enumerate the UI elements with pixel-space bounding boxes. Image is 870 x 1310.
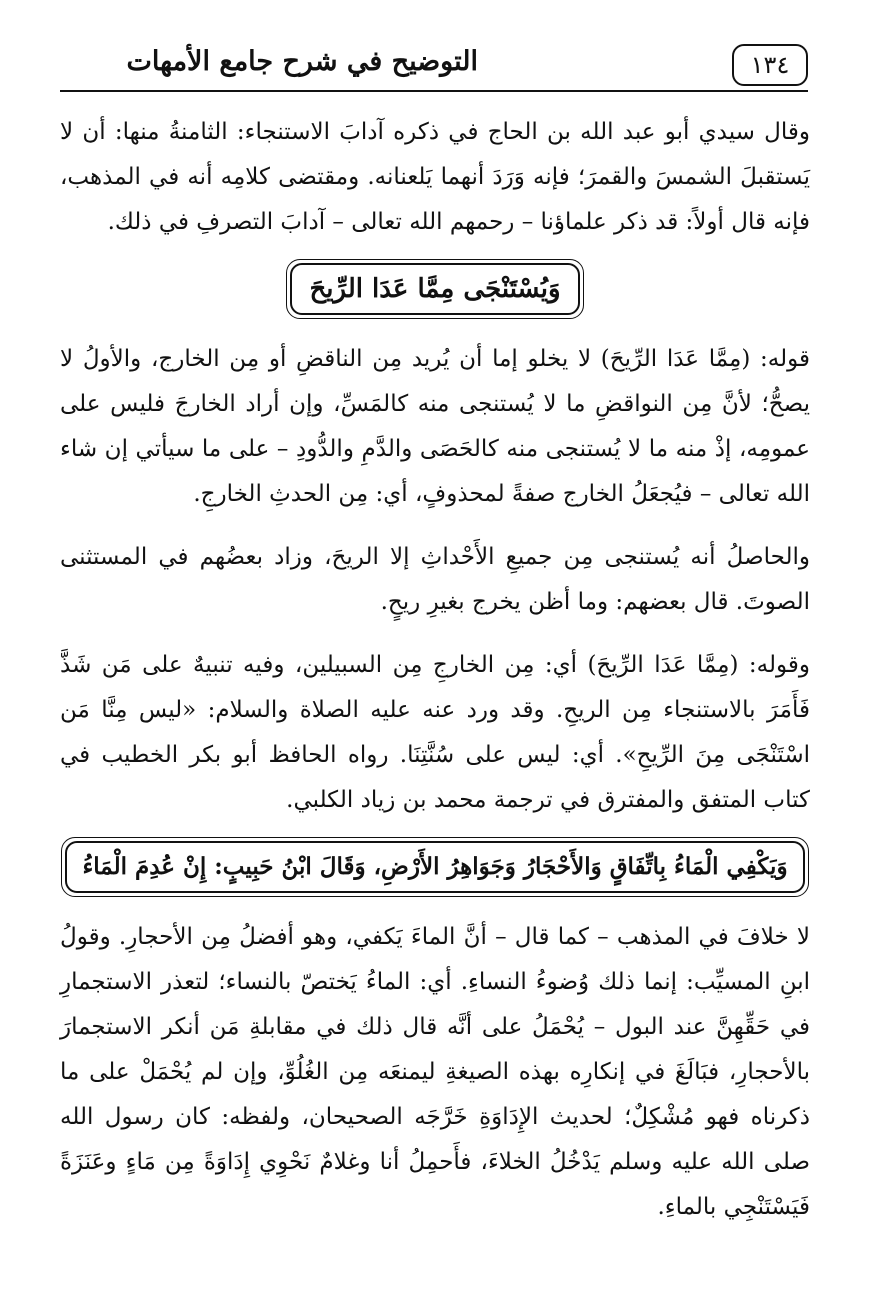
page-body — [60, 110, 810, 1246]
section-heading-1: وَيُسْتَنْجَى مِمَّا عَدَا الرِّيحَ — [290, 263, 580, 315]
paragraph-2: قوله: (مِمَّا عَدَا الرِّيحَ) لا يخلو إما أن يُريد مِن الناقضِ أو مِن الخارج، والأولُ لا يصحُّ؛ لأنَّ مِن النواقضِ ما لا يُستنجى منه كالمَسِّ، وإن أراد الخارجَ فليس على عمومِه، إذْ منه ما لا يُستنجى منه كالحَصَى والدَّمِ والدُّودِ – على ما سيأتي إن شاء الله تعالى – فيُجعَلُ الخارج صفةً لمحذوفٍ، أي: مِن الحدثِ الخارجِ. — [60, 346, 810, 507]
paragraph-5: لا خلافَ في المذهب – كما قال – أنَّ الماءَ يَكفي، وهو أفضلُ مِن الأحجارِ. وقولُ ابنِ المسيِّب: إنما ذلك وُضوءُ النساءِ. أي: الماءُ يَختصّ بالنساء؛ لتعذر الاستجمارِ في حَقِّهِنَّ عند البول – يُحْمَلُ على أنَّه قال ذلك في مقابلةِ مَن أنكر الاستجمارَ بالأحجارِ، فبَالَغَ في إنكارِه بهذه الصيغةِ ليمنعَه مِن الغُلُوِّ، وإن لم يُحْمَلْ على ما ذكرناه فهو مُشْكِلٌ؛ لحديث الإِدَاوَةِ خَرَّجَه الصحيحان، ولفظه: كان رسول الله صلى الله عليه وسلم يَدْخُلُ الخلاءَ، فأَحمِلُ أنا وغلامٌ نَحْوِي إِدَاوَةً مِن مَاءٍ وعَنَزَةً فَيَسْتَنْجِي بالماءِ. — [60, 924, 810, 1220]
page-number-badge: ١٣٤ — [732, 44, 808, 86]
paragraph-1: وقال سيدي أبو عبد الله بن الحاج في ذكره آدابَ الاستنجاء: الثامنةُ منها: أن لا يَستقبلَ الشمسَ والقمرَ؛ فإنه وَرَدَ أنهما يَلعنانه. ومقتضى كلامِه أنه في المذهب، فإنه قال أولاً: قد ذكر علماؤنا – رحمهم الله تعالى – آدابَ التصرفِ في ذلك. — [60, 119, 810, 235]
section-heading-2: وَيَكْفِي الْمَاءُ بِاتِّفَاقٍ وَالأَحْجَارُ وَجَوَاهِرُ الأَرْضِ، وَقَالَ ابْنُ حَبِيبٍ: إِنْ عُدِمَ الْمَاءُ — [65, 841, 805, 893]
paragraph-3: والحاصلُ أنه يُستنجى مِن جميعِ الأَحْداثِ إلا الريحَ، وزاد بعضُهم في المستثنى الصوتَ. قال بعضهم: وما أظن يخرج بغيرِ ريحٍ. — [60, 544, 810, 615]
paragraph-4: وقوله: (مِمَّا عَدَا الرِّيحَ) أي: مِن الخارجِ مِن السبيلين، وفيه تنبيهٌ على مَن شَذَّ فَأَمَرَ بالاستنجاء مِن الريحِ. وقد ورد عنه عليه الصلاة والسلام: «ليس مِنَّا مَن اسْتَنْجَى مِنَ الرِّيحِ». أي: ليس على سُنَّتِنَا. رواه الحافظ أبو بكر الخطيب في كتاب المتفق والمفترق في ترجمة محمد بن زياد الكلبي. — [60, 652, 810, 813]
running-title: التوضيح في شرح جامع الأمهات — [126, 46, 478, 77]
header-rule — [60, 90, 808, 92]
page-header — [60, 38, 808, 102]
